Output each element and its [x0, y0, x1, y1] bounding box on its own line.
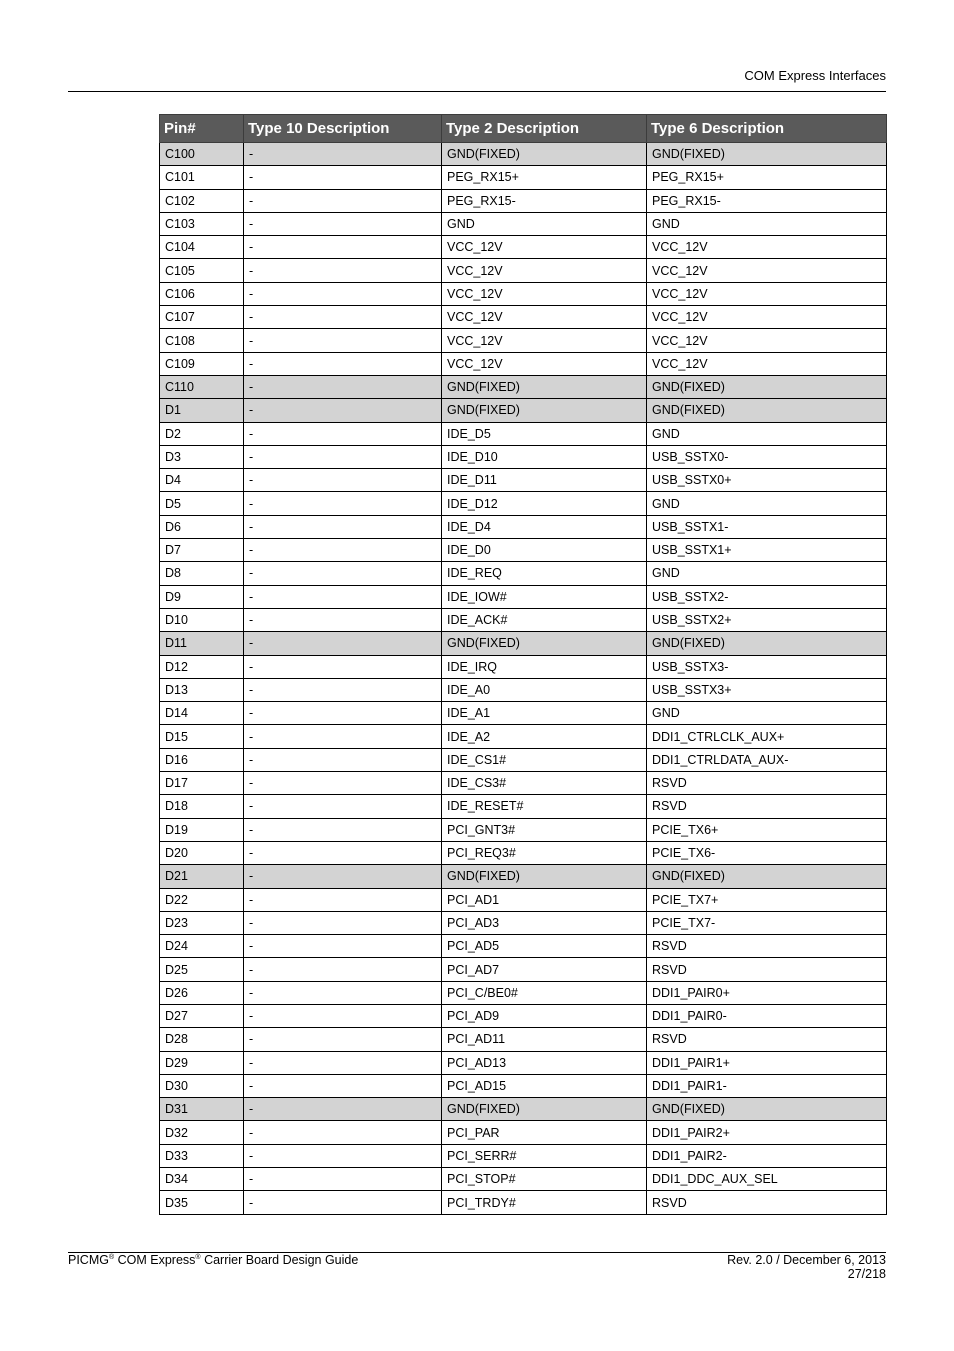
cell-type10-description: -: [244, 772, 442, 795]
table-row: [160, 818, 887, 841]
cell-pin: C109: [160, 352, 244, 375]
table-row: [160, 1074, 887, 1097]
cell-type2-description: PCI_REQ3#: [442, 841, 647, 864]
cell-type6-description: DDI1_PAIR1+: [647, 1051, 887, 1074]
cell-type2-description: IDE_D10: [442, 445, 647, 468]
cell-type2-description: VCC_12V: [442, 259, 647, 282]
cell-type2-description: VCC_12V: [442, 306, 647, 329]
pin-table: [159, 114, 887, 1215]
table-row: [160, 562, 887, 585]
table-row: [160, 911, 887, 934]
cell-pin: C105: [160, 259, 244, 282]
cell-type2-description: PEG_RX15-: [442, 189, 647, 212]
cell-type6-description: PCIE_TX7+: [647, 888, 887, 911]
cell-type6-description: GND: [647, 422, 887, 445]
cell-pin: D4: [160, 469, 244, 492]
header-divider: [68, 91, 886, 92]
cell-type10-description: -: [244, 608, 442, 631]
cell-type10-description: -: [244, 562, 442, 585]
cell-type10-description: -: [244, 282, 442, 305]
table-row: [160, 1191, 887, 1214]
cell-type10-description: -: [244, 1121, 442, 1144]
page-header-title: COM Express Interfaces: [744, 68, 886, 83]
cell-type6-description: USB_SSTX0-: [647, 445, 887, 468]
cell-type10-description: -: [244, 515, 442, 538]
table-row: [160, 143, 887, 166]
table-row: [160, 422, 887, 445]
cell-type6-description: RSVD: [647, 935, 887, 958]
cell-type6-description: GND(FIXED): [647, 865, 887, 888]
table-row: [160, 166, 887, 189]
table-header-row: [160, 115, 887, 143]
cell-pin: D33: [160, 1144, 244, 1167]
cell-pin: D23: [160, 911, 244, 934]
cell-type10-description: -: [244, 445, 442, 468]
cell-type2-description: PCI_AD3: [442, 911, 647, 934]
cell-type2-description: GND(FIXED): [442, 632, 647, 655]
cell-pin: D35: [160, 1191, 244, 1214]
cell-type6-description: PCIE_TX7-: [647, 911, 887, 934]
cell-pin: D34: [160, 1168, 244, 1191]
cell-type6-description: GND: [647, 702, 887, 725]
cell-type6-description: RSVD: [647, 1028, 887, 1051]
cell-type10-description: -: [244, 189, 442, 212]
cell-type2-description: PCI_PAR: [442, 1121, 647, 1144]
table-row: [160, 725, 887, 748]
cell-type6-description: USB_SSTX3-: [647, 655, 887, 678]
cell-type6-description: GND: [647, 492, 887, 515]
cell-type6-description: RSVD: [647, 1191, 887, 1214]
table-row: [160, 585, 887, 608]
cell-pin: D29: [160, 1051, 244, 1074]
cell-pin: D13: [160, 678, 244, 701]
cell-type2-description: GND(FIXED): [442, 1098, 647, 1121]
cell-type10-description: -: [244, 1098, 442, 1121]
footer-revision-block: [727, 1253, 886, 1281]
cell-pin: D12: [160, 655, 244, 678]
cell-type6-description: VCC_12V: [647, 259, 887, 282]
cell-type10-description: -: [244, 935, 442, 958]
cell-pin: D5: [160, 492, 244, 515]
table-row: [160, 772, 887, 795]
cell-type10-description: -: [244, 236, 442, 259]
table-row: [160, 678, 887, 701]
cell-type6-description: PCIE_TX6-: [647, 841, 887, 864]
table-row: [160, 865, 887, 888]
table-row: [160, 236, 887, 259]
registered-mark: ®: [195, 1253, 201, 1261]
cell-pin: D32: [160, 1121, 244, 1144]
cell-type2-description: IDE_REQ: [442, 562, 647, 585]
cell-type2-description: IDE_A0: [442, 678, 647, 701]
cell-type6-description: PCIE_TX6+: [647, 818, 887, 841]
table-row: [160, 259, 887, 282]
cell-type6-description: USB_SSTX2-: [647, 585, 887, 608]
cell-type2-description: PCI_AD5: [442, 935, 647, 958]
table-row: [160, 608, 887, 631]
cell-type6-description: PEG_RX15+: [647, 166, 887, 189]
table-row: [160, 795, 887, 818]
cell-type2-description: VCC_12V: [442, 282, 647, 305]
cell-type6-description: VCC_12V: [647, 306, 887, 329]
column-header-pin: Pin#: [160, 115, 244, 143]
cell-type6-description: DDI1_PAIR2-: [647, 1144, 887, 1167]
cell-pin: D7: [160, 539, 244, 562]
table-row: [160, 748, 887, 771]
cell-type6-description: VCC_12V: [647, 236, 887, 259]
cell-pin: D8: [160, 562, 244, 585]
table-row: [160, 1051, 887, 1074]
footer-brand-com-express: COM Express: [114, 1253, 196, 1267]
cell-type2-description: PCI_C/BE0#: [442, 981, 647, 1004]
cell-type6-description: DDI1_PAIR0-: [647, 1004, 887, 1027]
cell-type6-description: VCC_12V: [647, 282, 887, 305]
cell-type6-description: GND(FIXED): [647, 632, 887, 655]
cell-type10-description: -: [244, 422, 442, 445]
cell-pin: D2: [160, 422, 244, 445]
cell-type2-description: GND(FIXED): [442, 143, 647, 166]
table-row: [160, 1144, 887, 1167]
cell-type10-description: -: [244, 492, 442, 515]
cell-pin: D31: [160, 1098, 244, 1121]
cell-type2-description: PCI_SERR#: [442, 1144, 647, 1167]
table-row: [160, 702, 887, 725]
footer-guide-title: Carrier Board Design Guide: [200, 1253, 359, 1267]
cell-type2-description: IDE_CS3#: [442, 772, 647, 795]
cell-type6-description: GND(FIXED): [647, 399, 887, 422]
cell-type10-description: -: [244, 352, 442, 375]
cell-type2-description: VCC_12V: [442, 352, 647, 375]
table-row: [160, 375, 887, 398]
cell-pin: D11: [160, 632, 244, 655]
cell-type10-description: -: [244, 795, 442, 818]
table-row: [160, 1098, 887, 1121]
cell-type10-description: -: [244, 818, 442, 841]
cell-type2-description: IDE_D5: [442, 422, 647, 445]
cell-type2-description: IDE_D11: [442, 469, 647, 492]
cell-type6-description: DDI1_DDC_AUX_SEL: [647, 1168, 887, 1191]
cell-type10-description: -: [244, 1144, 442, 1167]
cell-pin: D27: [160, 1004, 244, 1027]
cell-type2-description: IDE_IRQ: [442, 655, 647, 678]
cell-pin: D21: [160, 865, 244, 888]
cell-type2-description: IDE_ACK#: [442, 608, 647, 631]
cell-type6-description: GND(FIXED): [647, 1098, 887, 1121]
cell-type10-description: -: [244, 678, 442, 701]
cell-type6-description: USB_SSTX3+: [647, 678, 887, 701]
table-row: [160, 1168, 887, 1191]
cell-type6-description: VCC_12V: [647, 329, 887, 352]
cell-type6-description: DDI1_PAIR0+: [647, 981, 887, 1004]
table-row: [160, 445, 887, 468]
table-row: [160, 329, 887, 352]
cell-type10-description: -: [244, 841, 442, 864]
cell-pin: D26: [160, 981, 244, 1004]
column-header-type2: Type 2 Description: [442, 115, 647, 143]
cell-pin: C106: [160, 282, 244, 305]
cell-type6-description: USB_SSTX1-: [647, 515, 887, 538]
cell-pin: D9: [160, 585, 244, 608]
cell-pin: C110: [160, 375, 244, 398]
cell-type10-description: -: [244, 1004, 442, 1027]
cell-pin: C102: [160, 189, 244, 212]
cell-type10-description: -: [244, 329, 442, 352]
cell-type10-description: -: [244, 143, 442, 166]
cell-pin: D10: [160, 608, 244, 631]
cell-type10-description: -: [244, 1191, 442, 1214]
cell-pin: D30: [160, 1074, 244, 1097]
cell-type2-description: IDE_D12: [442, 492, 647, 515]
cell-type10-description: -: [244, 702, 442, 725]
table-row: [160, 515, 887, 538]
cell-type6-description: USB_SSTX1+: [647, 539, 887, 562]
table-row: [160, 841, 887, 864]
cell-type2-description: IDE_A1: [442, 702, 647, 725]
cell-pin: D14: [160, 702, 244, 725]
cell-type10-description: -: [244, 748, 442, 771]
cell-type10-description: -: [244, 911, 442, 934]
cell-pin: C100: [160, 143, 244, 166]
registered-mark: ®: [108, 1253, 115, 1261]
cell-pin: D16: [160, 748, 244, 771]
cell-type10-description: -: [244, 306, 442, 329]
table-row: [160, 1004, 887, 1027]
table-row: [160, 352, 887, 375]
cell-type2-description: IDE_RESET#: [442, 795, 647, 818]
cell-type10-description: -: [244, 469, 442, 492]
cell-type2-description: PCI_AD9: [442, 1004, 647, 1027]
cell-type6-description: GND(FIXED): [647, 375, 887, 398]
cell-type6-description: RSVD: [647, 958, 887, 981]
cell-type2-description: GND(FIXED): [442, 865, 647, 888]
cell-type6-description: VCC_12V: [647, 352, 887, 375]
cell-type10-description: -: [244, 1168, 442, 1191]
cell-pin: D19: [160, 818, 244, 841]
cell-type6-description: DDI1_PAIR2+: [647, 1121, 887, 1144]
cell-type2-description: IDE_D4: [442, 515, 647, 538]
cell-type2-description: VCC_12V: [442, 236, 647, 259]
cell-pin: D1: [160, 399, 244, 422]
cell-type2-description: GND(FIXED): [442, 375, 647, 398]
cell-type2-description: GND(FIXED): [442, 399, 647, 422]
cell-type2-description: IDE_D0: [442, 539, 647, 562]
cell-type6-description: GND: [647, 212, 887, 235]
cell-type2-description: PCI_STOP#: [442, 1168, 647, 1191]
table-row: [160, 539, 887, 562]
cell-pin: D3: [160, 445, 244, 468]
cell-pin: C101: [160, 166, 244, 189]
cell-pin: D18: [160, 795, 244, 818]
pin-table-body: [160, 143, 887, 1215]
cell-type6-description: RSVD: [647, 795, 887, 818]
cell-type2-description: GND: [442, 212, 647, 235]
footer-page-number: 27/218: [847, 1267, 886, 1281]
cell-type2-description: PCI_AD13: [442, 1051, 647, 1074]
table-row: [160, 1028, 887, 1051]
table-row: [160, 399, 887, 422]
cell-pin: D20: [160, 841, 244, 864]
cell-type2-description: PCI_AD15: [442, 1074, 647, 1097]
cell-pin: D6: [160, 515, 244, 538]
table-row: [160, 306, 887, 329]
cell-type2-description: PCI_GNT3#: [442, 818, 647, 841]
cell-pin: D28: [160, 1028, 244, 1051]
cell-type10-description: -: [244, 399, 442, 422]
cell-type6-description: DDI1_CTRLDATA_AUX-: [647, 748, 887, 771]
table-row: [160, 282, 887, 305]
cell-type10-description: -: [244, 1051, 442, 1074]
cell-pin: C107: [160, 306, 244, 329]
cell-type10-description: -: [244, 1028, 442, 1051]
cell-type2-description: VCC_12V: [442, 329, 647, 352]
table-row: [160, 935, 887, 958]
table-row: [160, 469, 887, 492]
cell-pin: D22: [160, 888, 244, 911]
table-row: [160, 655, 887, 678]
footer-revision: Rev. 2.0 / December 6, 2013: [727, 1253, 886, 1267]
footer-brand-picmg: PICMG: [68, 1253, 109, 1267]
table-row: [160, 1121, 887, 1144]
table-row: [160, 492, 887, 515]
cell-pin: D25: [160, 958, 244, 981]
cell-type10-description: -: [244, 981, 442, 1004]
cell-type2-description: PCI_AD11: [442, 1028, 647, 1051]
column-header-type10: Type 10 Description: [244, 115, 442, 143]
cell-type10-description: -: [244, 375, 442, 398]
cell-pin: C108: [160, 329, 244, 352]
footer-document-title: [68, 1253, 358, 1267]
cell-type6-description: RSVD: [647, 772, 887, 795]
cell-type10-description: -: [244, 632, 442, 655]
column-header-type6: Type 6 Description: [647, 115, 887, 143]
cell-type10-description: -: [244, 655, 442, 678]
cell-type6-description: PEG_RX15-: [647, 189, 887, 212]
cell-pin: C103: [160, 212, 244, 235]
cell-pin: C104: [160, 236, 244, 259]
cell-type10-description: -: [244, 585, 442, 608]
cell-type10-description: -: [244, 865, 442, 888]
cell-type6-description: DDI1_CTRLCLK_AUX+: [647, 725, 887, 748]
table-row: [160, 189, 887, 212]
cell-type2-description: IDE_IOW#: [442, 585, 647, 608]
cell-type6-description: USB_SSTX0+: [647, 469, 887, 492]
cell-type10-description: -: [244, 212, 442, 235]
cell-type10-description: -: [244, 958, 442, 981]
cell-type10-description: -: [244, 539, 442, 562]
cell-type2-description: IDE_CS1#: [442, 748, 647, 771]
cell-type6-description: DDI1_PAIR1-: [647, 1074, 887, 1097]
cell-type6-description: USB_SSTX2+: [647, 608, 887, 631]
table-row: [160, 981, 887, 1004]
cell-type10-description: -: [244, 1074, 442, 1097]
cell-type10-description: -: [244, 259, 442, 282]
cell-type6-description: GND(FIXED): [647, 143, 887, 166]
cell-type2-description: PCI_TRDY#: [442, 1191, 647, 1214]
table-row: [160, 958, 887, 981]
cell-type2-description: PCI_AD1: [442, 888, 647, 911]
cell-type2-description: PEG_RX15+: [442, 166, 647, 189]
cell-type6-description: GND: [647, 562, 887, 585]
table-row: [160, 212, 887, 235]
cell-type10-description: -: [244, 888, 442, 911]
cell-pin: D24: [160, 935, 244, 958]
cell-pin: D17: [160, 772, 244, 795]
cell-pin: D15: [160, 725, 244, 748]
cell-type2-description: IDE_A2: [442, 725, 647, 748]
table-row: [160, 888, 887, 911]
table-row: [160, 632, 887, 655]
cell-type10-description: -: [244, 725, 442, 748]
cell-type10-description: -: [244, 166, 442, 189]
cell-type2-description: PCI_AD7: [442, 958, 647, 981]
